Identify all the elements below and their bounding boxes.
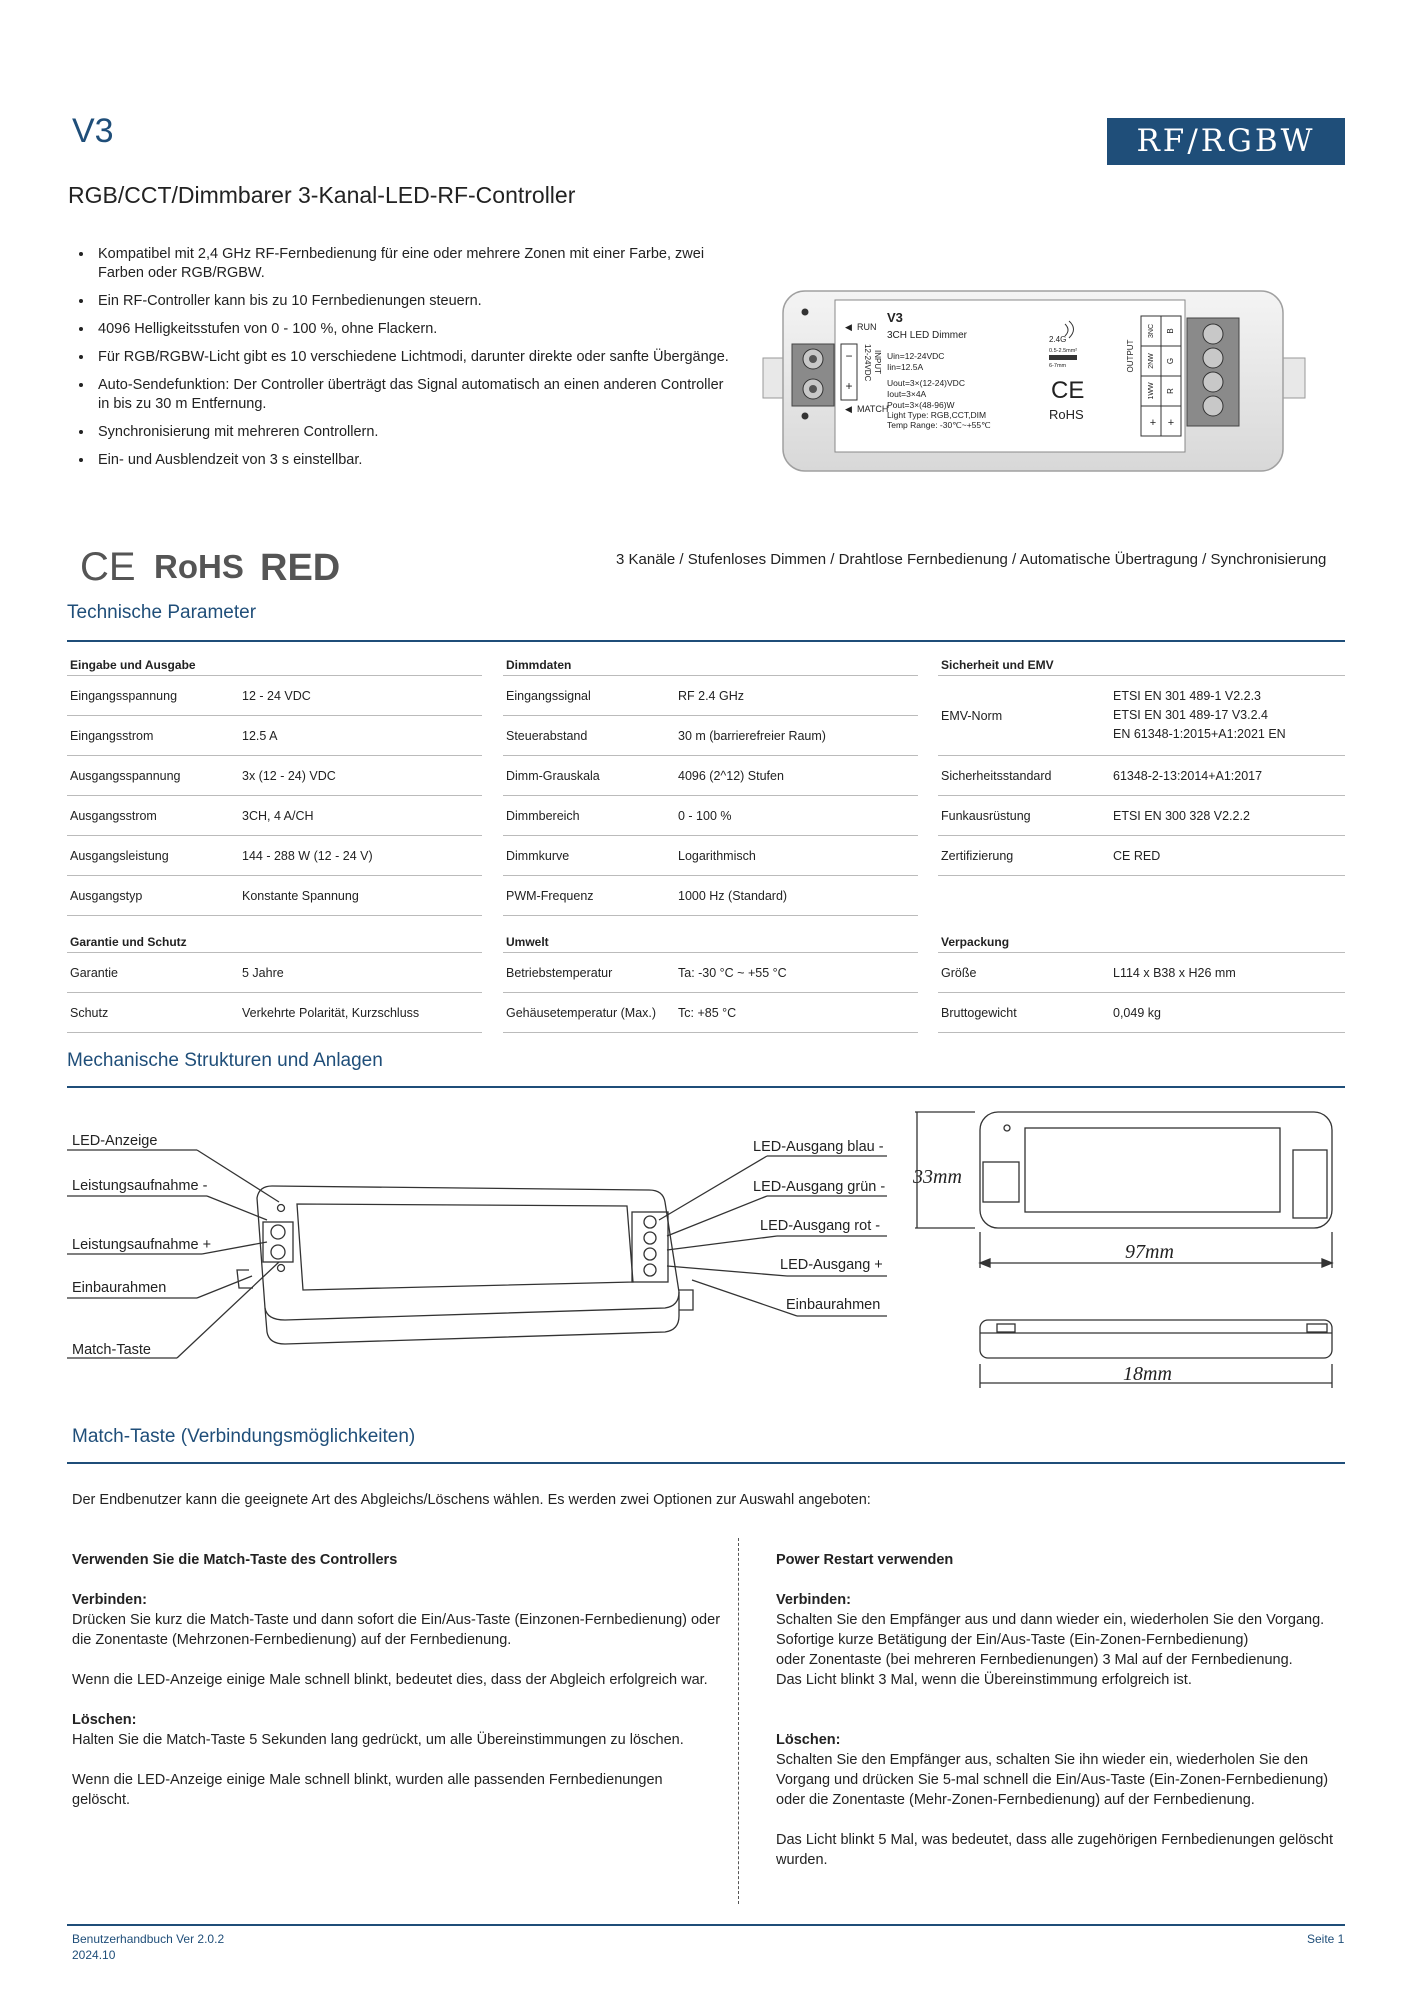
table-row: Bruttogewicht 0,049 kg xyxy=(938,993,1345,1033)
run-label: RUN xyxy=(857,322,877,332)
dim-depth: 18mm xyxy=(1123,1363,1172,1385)
red-logo: RED xyxy=(260,547,341,589)
channel-color: B xyxy=(1166,328,1175,334)
option-match-button xyxy=(72,1550,722,1810)
list-item: • Synchronisierung mit mehreren Controllern. xyxy=(94,423,734,442)
list-item: • 4096 Helligkeitsstufen von 0 - 100 %, ohne Flackern. xyxy=(94,320,734,339)
connect-line: Das Licht blinkt 3 Mal, wenn die Übereinstimmung erfolgreich ist. xyxy=(776,1672,1192,1688)
table-row: Eingangsstrom 12.5 A xyxy=(67,716,482,756)
section-title-mech: Mechanische Strukturen und Anlagen xyxy=(67,1050,383,1071)
connect-text: Drücken Sie kurz die Match-Taste und dann sofort die Ein/Aus-Taste (Einzonen-Fernbedienung) oder die Zonentaste (Mehrzonen-Fernbedienung) auf der Fernbedienung. xyxy=(72,1612,721,1648)
table-row: Eingangssignal RF 2.4 GHz xyxy=(503,676,918,716)
table-row: Eingangsspannung 12 - 24 VDC xyxy=(67,676,482,716)
spec-line: Uin=12-24VDC xyxy=(887,351,945,361)
device-subtitle: 3CH LED Dimmer xyxy=(887,330,968,341)
dim-table xyxy=(503,652,918,916)
label-match-button: Match-Taste xyxy=(72,1342,151,1358)
list-item: • Kompatibel mit 2,4 GHz RF-Fernbedienung für eine oder mehrere Zonen mit einer Farbe, zwei Farben oder RGB/RGBW. xyxy=(94,245,734,283)
svg-text:−: − xyxy=(845,349,853,363)
table-header: Verpackung xyxy=(938,929,1345,953)
connect-line: oder Zonentaste (bei mehreren Fernbedienungen) 3 Mal auf der Fernbedienung. xyxy=(776,1652,1293,1668)
connect-line: Schalten Sie den Empfänger aus und dann wieder ein, wiederholen Sie den Vorgang. xyxy=(776,1612,1325,1628)
channel-color: + xyxy=(1167,417,1175,429)
model-name: V3 xyxy=(72,112,114,150)
dimension-drawing xyxy=(905,1098,1345,1418)
label-out-green: LED-Ausgang grün - xyxy=(753,1179,886,1195)
feature-list xyxy=(78,245,734,479)
label-out-plus: LED-Ausgang + xyxy=(780,1257,883,1273)
table-row: Größe L114 x B38 x H26 mm xyxy=(938,953,1345,993)
wire-spec: 0.5-2.5mm² xyxy=(1049,348,1078,354)
label-mount-right: Einbaurahmen xyxy=(786,1297,881,1313)
delete-line: Schalten Sie den Empfänger aus, schalten Sie ihn wieder ein, wiederholen Sie den xyxy=(776,1752,1309,1768)
table-row: Ausgangsstrom 3CH, 4 A/CH xyxy=(67,796,482,836)
spec-line: Light Type: RGB,CCT,DIM xyxy=(887,410,987,420)
match-label: MATCH xyxy=(857,404,889,414)
table-header: Eingabe und Ausgabe xyxy=(67,652,482,676)
channel-label: 3NC xyxy=(1148,323,1155,339)
table-row: Dimmbereich 0 - 100 % xyxy=(503,796,918,836)
channel-label: + xyxy=(1149,417,1157,429)
option-power-restart xyxy=(776,1550,1356,1870)
column-divider xyxy=(738,1538,739,1904)
list-item: • Ein RF-Controller kann bis zu 10 Fernbedienungen steuern. xyxy=(94,292,734,311)
input-label: INPUT xyxy=(873,350,882,374)
option-title: Verwenden Sie die Match-Taste des Controllers xyxy=(72,1552,398,1568)
table-row: Ausgangsleistung 144 - 288 W (12 - 24 V) xyxy=(67,836,482,876)
table-row: Zertifizierung CE RED xyxy=(938,836,1345,876)
list-item: • Für RGB/RGBW-Licht gibt es 10 verschiedene Lichtmodi, darunter direkte oder sanfte Übergänge. xyxy=(94,348,734,367)
delete-heading: Löschen: xyxy=(776,1732,841,1748)
ce-mark-icon: CE xyxy=(1051,377,1085,404)
device-illustration xyxy=(755,286,1310,481)
list-item: • Auto-Sendefunktion: Der Controller überträgt das Signal automatisch an einen anderen Controller in bis zu 30 m Entfernung. xyxy=(94,376,734,414)
table-row: Sicherheitsstandard 61348-2-13:2014+A1:2017 xyxy=(938,756,1345,796)
connect-result: Wenn die LED-Anzeige einige Male schnell blinkt, bedeutet dies, dass der Abgleich erfolgreich war. xyxy=(72,1672,708,1688)
ce-logo-icon: CE xyxy=(80,545,136,589)
input-voltage-label: 12-24VDC xyxy=(863,344,872,382)
dim-height: 33mm xyxy=(913,1166,962,1188)
label-power-plus: Leistungsaufnahme + xyxy=(72,1237,212,1253)
table-header: Sicherheit und EMV xyxy=(938,652,1345,676)
environment-table xyxy=(503,929,918,1033)
channel-color: R xyxy=(1166,388,1175,394)
delete-line: Vorgang und drücken Sie 5-mal schnell die Ein/Aus-Taste (Ein-Zonen-Fernbedienung) xyxy=(776,1772,1329,1788)
label-out-red: LED-Ausgang rot - xyxy=(760,1218,881,1234)
rohs-mark: RoHS xyxy=(1049,407,1084,422)
label-out-blue: LED-Ausgang blau - xyxy=(753,1139,884,1155)
connect-line: Sofortige kurze Betätigung der Ein/Aus-Taste (Ein-Zonen-Fernbedienung) xyxy=(776,1632,1249,1648)
table-row: Schutz Verkehrte Polarität, Kurzschluss xyxy=(67,993,482,1033)
table-header: Dimmdaten xyxy=(503,652,918,676)
connect-heading: Verbinden: xyxy=(72,1592,147,1608)
packaging-table xyxy=(938,929,1345,1033)
safety-table xyxy=(938,652,1345,876)
footer-page-number: Seite 1 xyxy=(1307,1932,1345,1946)
list-item: • Ein- und Ausblendzeit von 3 s einstellbar. xyxy=(94,451,734,470)
section-rule xyxy=(67,1462,1345,1464)
delete-text: Halten Sie die Match-Taste 5 Sekunden lang gedrückt, um alle Übereinstimmungen zu löschen. xyxy=(72,1732,684,1748)
table-row: Steuerabstand 30 m (barrierefreier Raum) xyxy=(503,716,918,756)
footer-date: 2024.10 xyxy=(72,1948,116,1962)
delete-heading: Löschen: xyxy=(72,1712,137,1728)
rf-label: 2.4G xyxy=(1049,335,1067,344)
feature-tagline: 3 Kanäle / Stufenloses Dimmen / Drahtlose Fernbedienung / Automatische Übertragung / Synchronisierung xyxy=(616,551,1327,568)
svg-text:+: + xyxy=(845,379,853,393)
footer-manual-version: Benutzerhandbuch Ver 2.0.2 xyxy=(72,1932,225,1946)
warranty-table xyxy=(67,929,482,1033)
table-row: Garantie 5 Jahre xyxy=(67,953,482,993)
rohs-logo: RoHS xyxy=(154,548,244,585)
label-led-indicator: LED-Anzeige xyxy=(72,1133,158,1149)
io-table xyxy=(67,652,482,916)
match-intro: Der Endbenutzer kann die geeignete Art des Abgleichs/Löschens wählen. Es werden zwei Optionen zur Auswahl angeboten: xyxy=(72,1492,871,1508)
connect-heading: Verbinden: xyxy=(776,1592,851,1608)
label-mount-left: Einbaurahmen xyxy=(72,1280,167,1296)
label-power-minus: Leistungsaufnahme - xyxy=(72,1178,208,1194)
section-title-match: Match-Taste (Verbindungsmöglichkeiten) xyxy=(72,1426,416,1447)
table-row: Dimm-Grauskala 4096 (2^12) Stufen xyxy=(503,756,918,796)
table-row: Ausgangstyp Konstante Spannung xyxy=(67,876,482,916)
page-title: RGB/CCT/Dimmbarer 3-Kanal-LED-RF-Controller xyxy=(68,182,576,208)
table-header: Garantie und Schutz xyxy=(67,929,482,953)
svg-text:◀: ◀ xyxy=(845,404,852,414)
delete-result: Wenn die LED-Anzeige einige Male schnell blinkt, wurden alle passenden Fernbedienungen gelöscht. xyxy=(72,1772,663,1808)
spec-line: Iout=3×4A xyxy=(887,389,927,399)
dim-length: 97mm xyxy=(1125,1241,1174,1263)
wire-spec: 6-7mm xyxy=(1049,363,1067,369)
table-row: Betriebstemperatur Ta: -30 °C ~ +55 °C xyxy=(503,953,918,993)
table-row: Gehäusetemperatur (Max.) Tc: +85 °C xyxy=(503,993,918,1033)
spec-line: Temp Range: -30℃~+55℃ xyxy=(887,420,991,430)
channel-label: 1WW xyxy=(1148,382,1155,400)
svg-text:◀: ◀ xyxy=(845,322,852,332)
table-row: Funkausrüstung ETSI EN 300 328 V2.2.2 xyxy=(938,796,1345,836)
section-title-tech: Technische Parameter xyxy=(67,602,257,623)
footer-rule xyxy=(67,1924,1345,1926)
table-row: Ausgangsspannung 3x (12 - 24) VDC xyxy=(67,756,482,796)
section-rule xyxy=(67,640,1345,642)
table-row: EMV-Norm ETSI EN 301 489-1 V2.2.3 ETSI EN 301 489-17 V3.2.4 EN 61348-1:2015+A1:2021 EN xyxy=(938,676,1345,756)
certification-logos xyxy=(80,540,350,590)
table-row: PWM-Frequenz 1000 Hz (Standard) xyxy=(503,876,918,916)
isometric-drawing xyxy=(67,1120,887,1380)
table-header: Umwelt xyxy=(503,929,918,953)
brand-badge: RF/RGBW xyxy=(1107,118,1345,165)
spec-line: Iin=12.5A xyxy=(887,362,924,372)
spec-line: Uout=3×(12-24)VDC xyxy=(887,378,965,388)
device-model: V3 xyxy=(887,310,903,325)
channel-label: 2NW xyxy=(1148,353,1155,369)
output-label: OUTPUT xyxy=(1126,339,1135,373)
option-title: Power Restart verwenden xyxy=(776,1552,954,1568)
spec-line: Pout=3×(48-96)W xyxy=(887,400,955,410)
table-row: Dimmkurve Logarithmisch xyxy=(503,836,918,876)
channel-color: G xyxy=(1166,357,1175,365)
section-rule xyxy=(67,1086,1345,1088)
delete-result: Das Licht blinkt 5 Mal, was bedeutet, dass alle zugehörigen Fernbedienungen gelöscht wurden. xyxy=(776,1832,1333,1868)
delete-line: oder die Zonentaste (Mehr-Zonen-Fernbedienung) auf der Fernbedienung. xyxy=(776,1792,1255,1808)
